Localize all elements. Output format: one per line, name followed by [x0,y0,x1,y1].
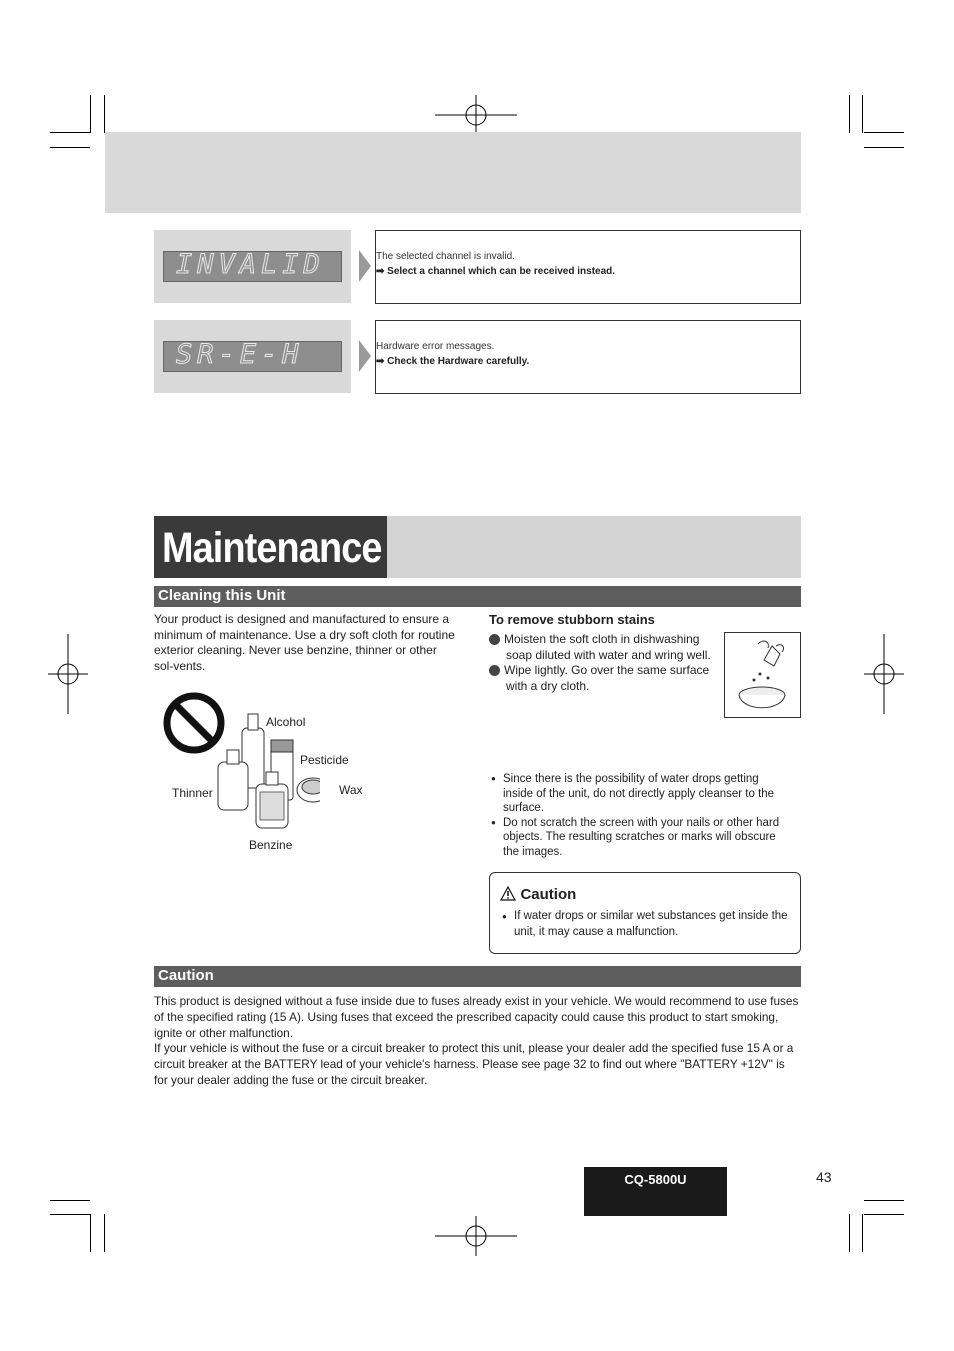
model-badge [584,1167,727,1216]
model-number: CQ-5800U [624,1172,687,1187]
note-item: ● Since there is the possibility of water drops getting inside of the unit, do not directly apply cleanser to the surface. [491,772,791,816]
section-heading: Caution [158,967,214,984]
step-number-icon: 1 [489,634,500,645]
header-band [105,132,801,213]
step-number-icon: 2 [489,665,500,676]
label-pesticide: Pesticide [300,753,349,767]
stains-heading: To remove stubborn stains [489,612,655,627]
caution-title: Caution [520,886,577,903]
lcd-display [163,341,342,372]
cleaning-intro: Your product is designed and manufactured to ensure a minimum of maintenance. Use a dry soft cloth for routine exterior cleaning. Never use benzine, thinner or other sol-vents. [154,612,455,673]
caution-paragraph: This product is designed without a fuse inside due to fuses already exist in your vehicle. We would recommend to use fuses of the specified rating (15 A). Using fuses that exceed the prescribed capacity could cause this product to start smoking, ignite or other malfunction. [154,994,799,1040]
section-heading: Cleaning this Unit [158,587,286,604]
message-action [376,356,529,367]
pointer-arrow-icon [359,340,371,372]
page-title-block [154,516,387,578]
cloth-in-bowl-illustration [724,632,801,718]
lcd-display [163,251,342,282]
step-text: Wipe lightly. Go over the same surface with a dry cloth. [504,663,710,693]
title-band [387,516,801,578]
caution-box [489,872,801,954]
step-item [483,663,714,694]
pointer-arrow-icon [359,250,371,282]
right-arrow-icon: ➡ [376,266,385,277]
message-action [376,266,615,277]
right-arrow-icon: ➡ [376,356,385,367]
warning-triangle-icon [500,886,516,901]
label-wax: Wax [339,783,363,797]
prohibited-icon [167,696,221,750]
label-benzine: Benzine [249,838,293,852]
message-box-hardware-error [375,320,801,394]
label-alcohol: Alcohol [266,715,306,729]
message-description: The selected channel is invalid. [376,251,515,262]
stains-steps [483,632,714,694]
step-text: Moisten the soft cloth in dishwashing soap diluted with water and wring well. [504,632,711,662]
lcd-panel-hardware-error [154,320,351,393]
lcd-panel-invalid [154,230,351,303]
registration-mark-right [864,634,904,714]
step-item [483,632,714,663]
prohibited-chemicals-illustration [160,690,320,835]
page-number: 43 [816,1169,832,1185]
lcd-text: SR-E-H [176,339,304,370]
caution-paragraphs [154,994,801,1089]
section-header-cleaning [154,586,801,607]
caution-header [500,886,576,904]
lcd-text: INVALID [176,249,325,280]
cleaning-notes [491,772,791,859]
caution-text: ● If water drops or similar wet substances get inside the unit, it may cause a malfunction. [502,909,804,940]
section-header-caution [154,966,801,987]
message-action-text: Check the Hardware carefully. [387,356,530,367]
registration-mark-left [48,634,88,714]
page-title: Maintenance [162,524,382,572]
note-item: ● Do not scratch the screen with your nails or other hard objects. The resulting scratches or marks will obscure the images. [491,816,791,860]
label-thinner: Thinner [172,786,213,800]
registration-mark-top [435,95,517,135]
caution-paragraph: If your vehicle is without the fuse or a circuit breaker to protect this unit, please your dealer add the specified fuse 15 A or a circuit breaker at the BATTERY lead of your vehicle's harness. Please see page 32 to find out where "BATTERY +12V" is for your dealer adding the fuse or the circuit breaker. [154,1041,794,1087]
wax-tin-icon [297,778,320,802]
message-box-invalid [375,230,801,304]
message-action-text: Select a channel which can be received instead. [387,266,616,277]
registration-mark-bottom [435,1216,517,1256]
message-description: Hardware error messages. [376,341,495,352]
